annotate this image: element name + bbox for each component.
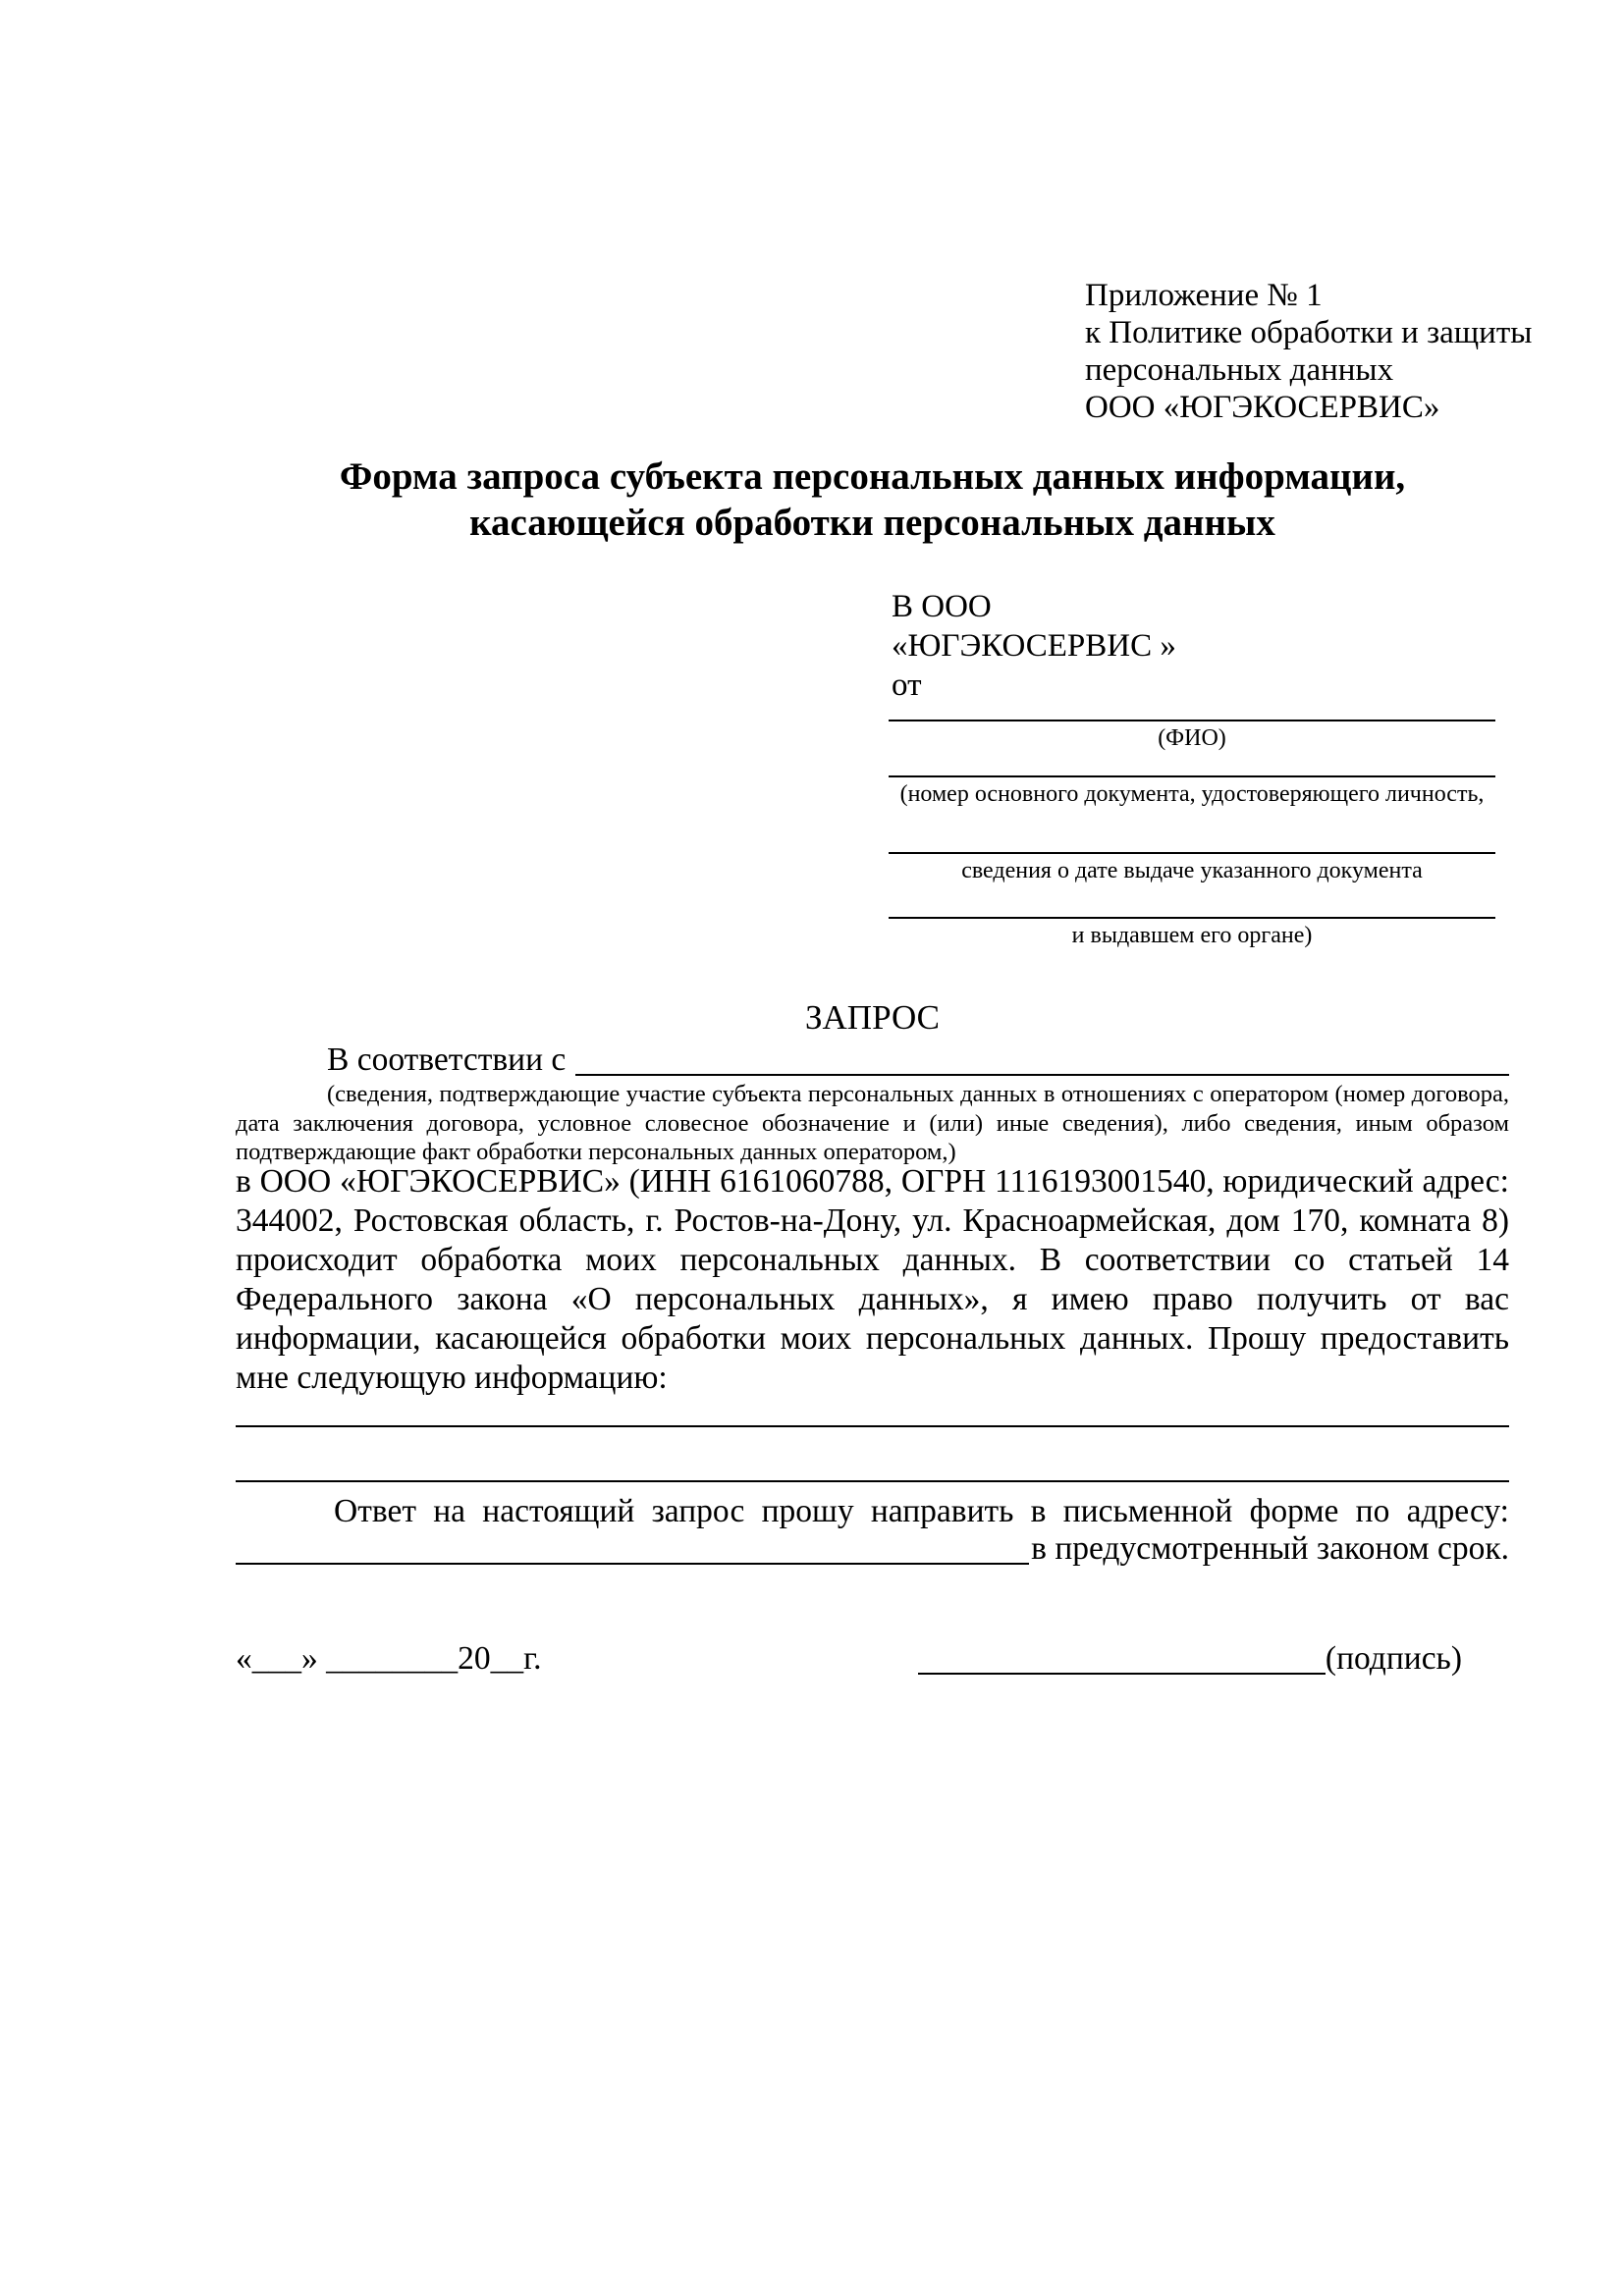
appendix-header-line-2: к Политике обработки и защиты [1085,315,1533,350]
fio-blank-line[interactable] [889,720,1495,721]
request-heading: ЗАПРОС [804,998,941,1037]
accordance-blank-line[interactable] [575,1041,1509,1076]
signature-group [918,1639,1462,1679]
requested-info-blank-line-2[interactable] [236,1480,1509,1482]
issue-date-caption: сведения о дате выдаче указанного документа [961,858,1423,883]
date-field[interactable]: «___» ________20__г. [236,1640,542,1677]
appendix-header-line-3: персональных данных [1085,352,1394,388]
recipient-line-1: В ООО [892,589,992,624]
document-number-caption: (номер основного документа, удостоверяющего личность, [899,781,1485,807]
explanatory-note: (сведения, подтверждающие участие субъекта персональных данных в отношениях с оператором (номер договора, дата заключения договора, условное словесное обозначение и (или) иные сведения), либо сведения, иным образом подтверждающие факт обработки персональных данных оператором,) [236,1081,1509,1165]
accordance-label: В соответствии с [327,1041,567,1078]
appendix-header-line-1: Приложение № 1 [1085,278,1323,313]
reply-address-row [236,1529,1509,1569]
fio-caption: (ФИО) [1158,725,1226,751]
issuing-authority-caption: и выдавшем его органе) [1071,923,1313,948]
appendix-header-line-4: ООО «ЮГЭКОСЕРВИС» [1085,390,1440,425]
recipient-block [892,587,1176,705]
recipient-line-3: от [892,667,922,703]
signature-caption: (подпись) [1325,1640,1462,1677]
document-number-blank-line[interactable] [889,775,1495,777]
issue-date-blank-line[interactable] [889,852,1495,854]
accordance-row [236,1041,1509,1080]
footer-row [236,1639,1509,1679]
body-paragraph: в ООО «ЮГЭКОСЕРВИС» (ИНН 6161060788, ОГРН 1116193001540, юридический адрес: 344002, Ростовская область, г. Ростов-на-Дону, ул. Красноармейская, дом 170, комната 8) происходит обработка моих персональных данных. В соответствии со статьей 14 Федерального закона «О персональных данных», я имею право получить от вас информации, касающейся обработки моих персональных данных. Прошу предоставить мне следующую информацию: [236,1163,1509,1396]
appendix-header [1085,277,1532,426]
document-title-line-1: Форма запроса субъекта персональных данных информации, [339,455,1406,498]
signature-blank-line[interactable] [918,1639,1326,1675]
issuing-authority-blank-line[interactable] [889,917,1495,919]
address-blank-line[interactable] [236,1529,1029,1565]
reply-tail-text: в предусмотренный законом срок. [1031,1530,1509,1567]
requested-info-blank-line-1[interactable] [236,1425,1509,1427]
document-title [236,454,1509,546]
recipient-line-2: «ЮГЭКОСЕРВИС » [892,628,1176,664]
reply-instruction-line: Ответ на настоящий запрос прошу направить в письменной форме по адресу: [334,1493,1509,1529]
document-title-line-2: касающейся обработки персональных данных [469,502,1275,544]
